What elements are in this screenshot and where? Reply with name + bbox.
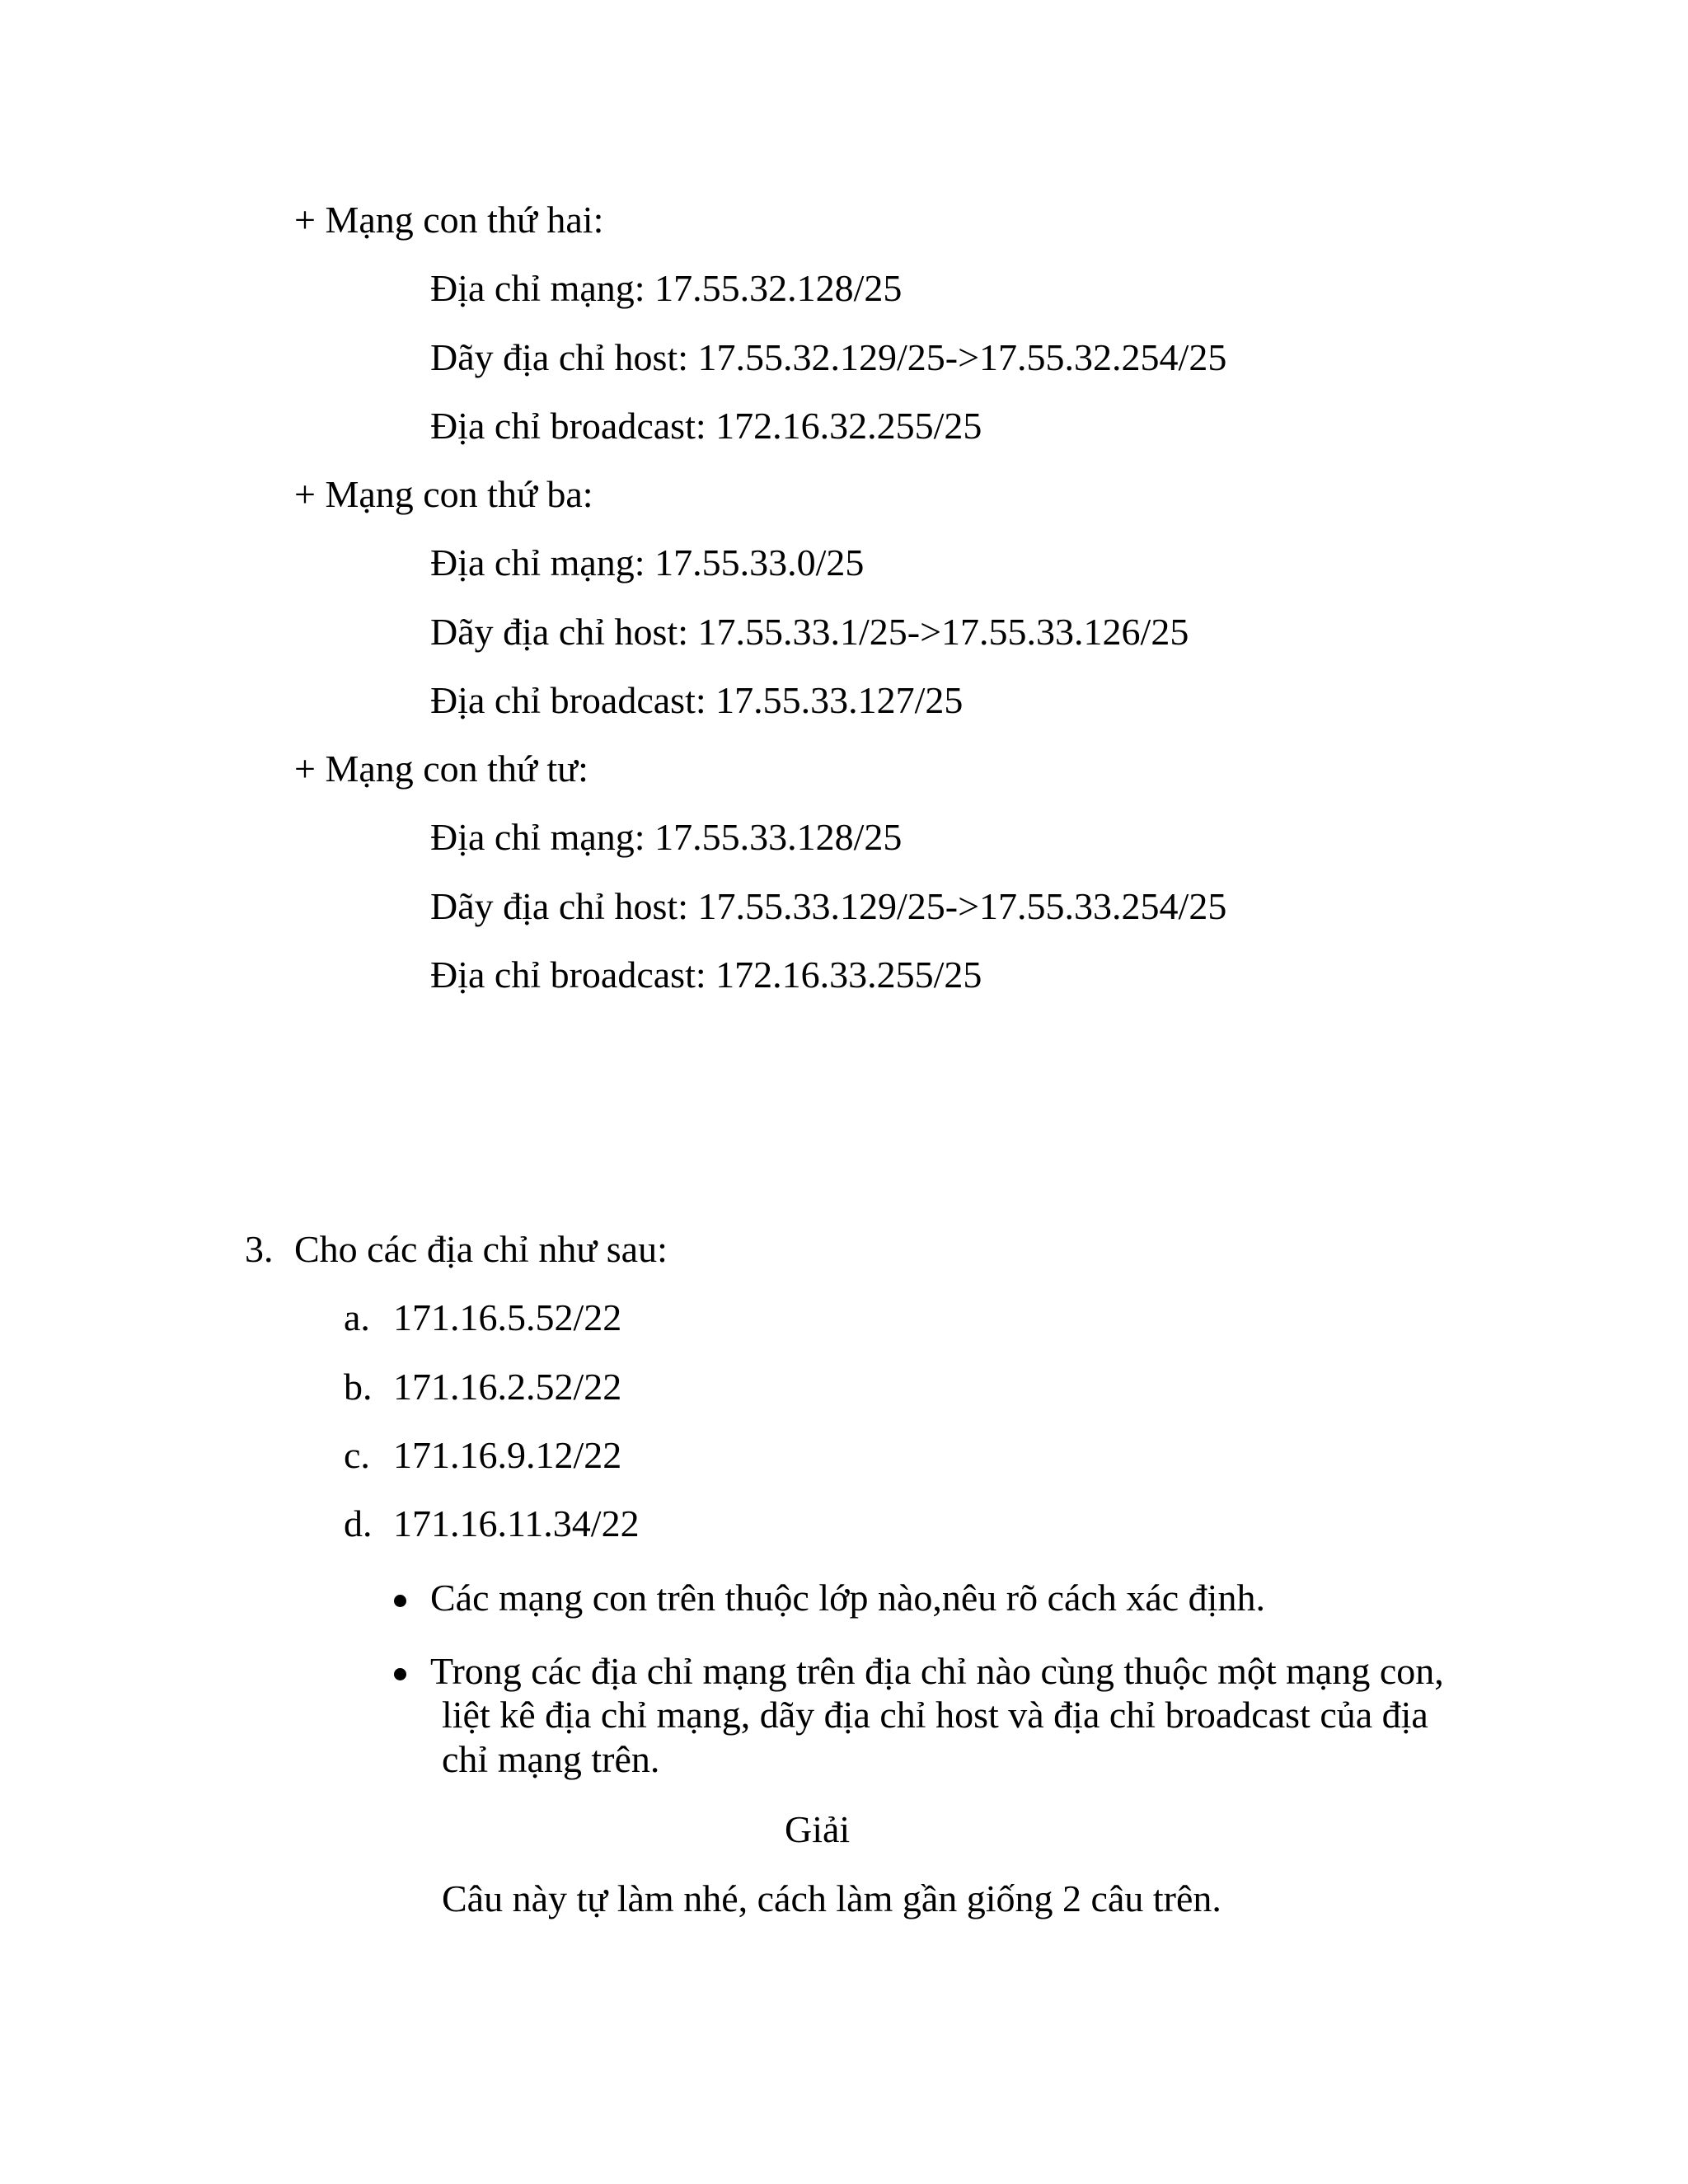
list-item-value: 171.16.11.34/22 (393, 1502, 640, 1544)
subnet-broadcast-address: Địa chỉ broadcast: 172.16.32.255/25 (430, 405, 982, 447)
list-item-label: c. (344, 1434, 370, 1476)
bullet-text-continued: liệt kê địa chỉ mạng, dãy địa chỉ host và địa chỉ broadcast của địa (442, 1694, 1428, 1736)
subnet-network-address: Địa chỉ mạng: 17.55.33.0/25 (430, 541, 865, 583)
list-item-value: 171.16.2.52/22 (393, 1366, 622, 1408)
subnet-broadcast-address: Địa chỉ broadcast: 172.16.33.255/25 (430, 954, 982, 996)
subnet-host-range: Dãy địa chỉ host: 17.55.32.129/25->17.55.32.254/25 (430, 336, 1227, 378)
list-item-value: 171.16.5.52/22 (393, 1296, 622, 1338)
solution-title: Giải (785, 1808, 851, 1850)
subnet-heading-second: + Mạng con thứ hai: (294, 199, 604, 241)
list-item-label: a. (344, 1296, 370, 1338)
bullet-text: Các mạng con trên thuộc lớp nào,nêu rõ cách xác định. (430, 1577, 1265, 1619)
list-item-label: b. (344, 1366, 373, 1408)
question-number: 3. (245, 1228, 274, 1270)
question-prompt: Cho các địa chỉ như sau: (294, 1228, 668, 1270)
bullet-text-continued: chỉ mạng trên. (442, 1738, 660, 1780)
subnet-host-range: Dãy địa chỉ host: 17.55.33.1/25->17.55.33.126/25 (430, 611, 1189, 653)
bullet-dot-icon (394, 1595, 406, 1607)
subnet-heading-third: + Mạng con thứ ba: (294, 473, 593, 515)
bullet-dot-icon (394, 1668, 406, 1680)
list-item-label: d. (344, 1502, 373, 1544)
bullet-text: Trong các địa chỉ mạng trên địa chỉ nào cùng thuộc một mạng con, (430, 1650, 1444, 1692)
subnet-network-address: Địa chỉ mạng: 17.55.32.128/25 (430, 267, 903, 309)
subnet-network-address: Địa chỉ mạng: 17.55.33.128/25 (430, 816, 903, 858)
solution-text: Câu này tự làm nhé, cách làm gần giống 2 câu trên. (442, 1877, 1221, 1919)
list-item-value: 171.16.9.12/22 (393, 1434, 622, 1476)
subnet-heading-fourth: + Mạng con thứ tư: (294, 748, 588, 790)
subnet-host-range: Dãy địa chỉ host: 17.55.33.129/25->17.55.33.254/25 (430, 885, 1227, 927)
subnet-broadcast-address: Địa chỉ broadcast: 17.55.33.127/25 (430, 679, 964, 721)
